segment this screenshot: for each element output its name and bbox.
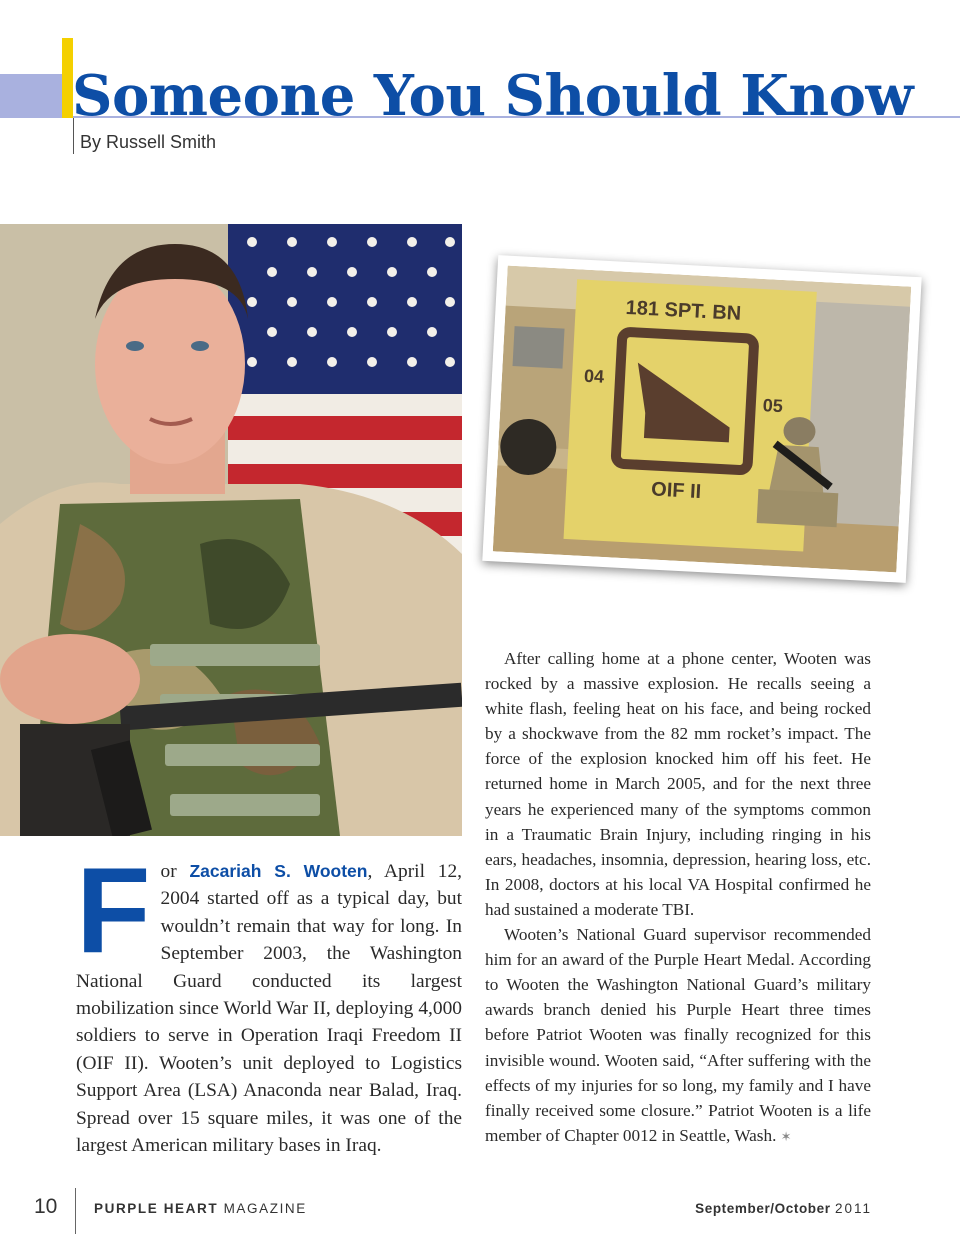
intro-text: , April 12, 2004 started off as a typical day, but wouldn’t remain that way for long. In September 2003, the Washington National Guard conducted its largest mobilization since World War II, deploying 4,000 soldiers to serve in Operation Iraqi Freedom II (OIF II). Wooten’s unit deployed to Logistics Support Area (LSA) Anaconda near Balad, Iraq. Spread over 15 square miles, it was one of the largest American military bases in Iraq. <box>76 861 462 1157</box>
paragraph-explosion: After calling home at a phone center, Wooten was rocked by a massive explosion. He recalls seeing a white flash, feeling heat on his face, and being rocked by a shockwave from the 82 mm rocket’s impact. The force of the explosion knocked him off his feet. He returned home in March 2005, and for the next three years he experienced many of the symptoms common in a Traumatic Brain Injury, including ringing in his ears, headaches, insomnia, depression, hearing loss, etc. In 2008, doctors at his local VA Hospital confirmed he had sustained a moderate TBI. <box>485 649 871 919</box>
footer-divider <box>75 1188 76 1234</box>
byline: By Russell Smith <box>80 132 217 152</box>
page-title: Someone You Should Know <box>72 63 914 129</box>
soldier-portrait-photo <box>0 224 462 836</box>
soldier-portrait-illustration <box>0 224 462 836</box>
paragraph-purple-heart-text: Wooten’s National Guard supervisor recommended him for an award of the Purple Heart Medal. According to Wooten the Washington National Guard’s military awards branch denied his Purple Heart three times before Patriot Wooten was finally recognized for this invisible wound. Wooten said, “After suffering with the effects of my injuries for so long, my family and I have finally received some closure.” Patriot Wooten is a life member of Chapter 0012 in Seattle, Wash. <box>485 925 871 1145</box>
header-bar-left <box>0 74 62 118</box>
drop-cap: F <box>76 842 151 978</box>
magazine-name-rest: MAGAZINE <box>218 1201 307 1216</box>
page-number: 10 <box>34 1195 58 1218</box>
article-continued <box>485 646 871 1149</box>
sign-right-number: 05 <box>762 395 784 417</box>
end-mark-icon: ✶ <box>780 1128 792 1144</box>
barrier-photo <box>493 266 911 573</box>
paragraph-purple-heart <box>485 922 871 1149</box>
issue-date <box>695 1201 872 1216</box>
sign-unit-label: 181 SPT. BN <box>625 296 742 325</box>
issue-year: 2011 <box>834 1201 872 1216</box>
barrier-photo-frame <box>482 255 921 583</box>
article-intro <box>76 842 462 1159</box>
barrier-illustration <box>493 266 911 573</box>
magazine-name-bold: PURPLE HEART <box>94 1201 219 1216</box>
subject-name: Zacariah S. Wooten <box>189 861 368 881</box>
sign-left-number: 04 <box>583 365 605 387</box>
issue-months: September/October <box>695 1201 831 1216</box>
magazine-name <box>94 1201 307 1216</box>
intro-prefix: or <box>160 861 190 882</box>
intro-paragraph <box>76 842 462 1159</box>
sign-operation-label: OIF II <box>650 478 702 504</box>
